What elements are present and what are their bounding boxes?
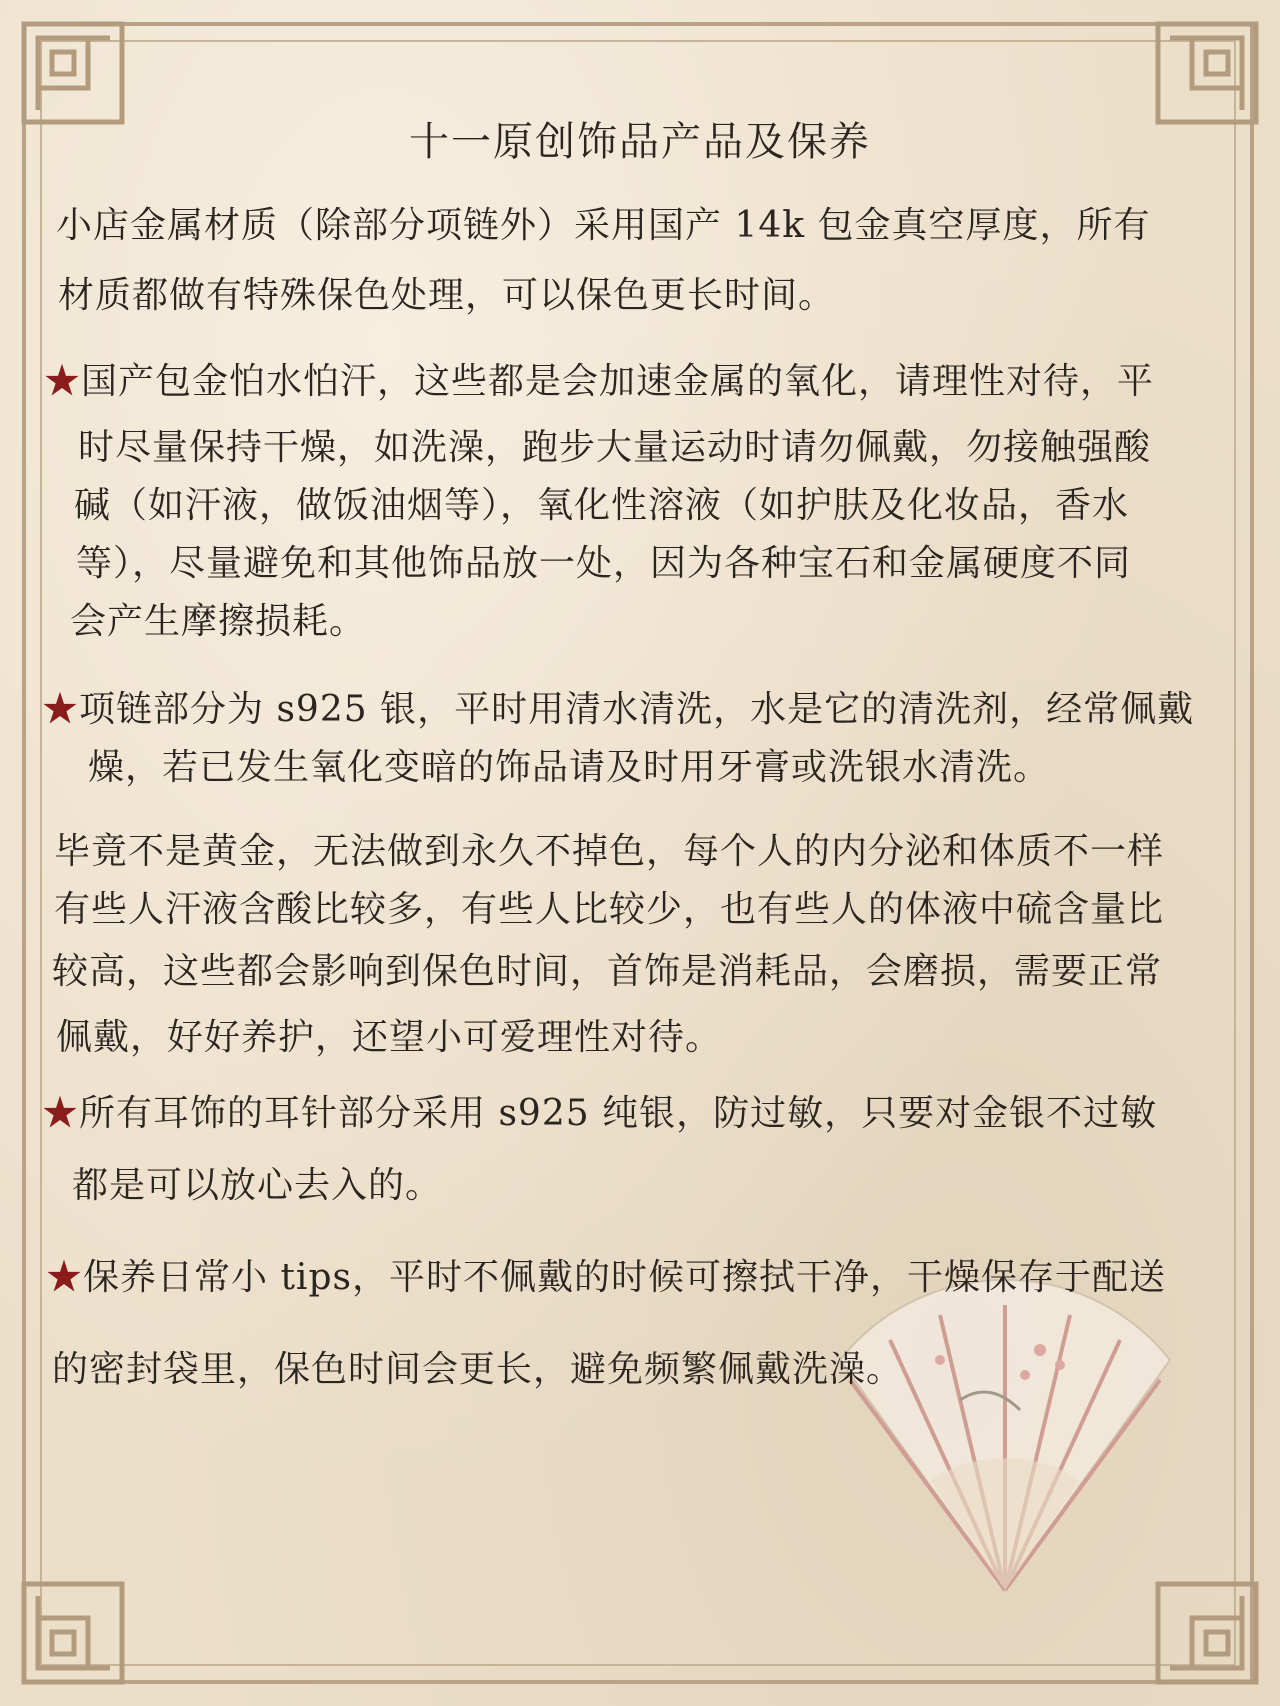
star-bullet-icon: ★ — [42, 689, 80, 730]
section1-line-1: ★国产包金怕水怕汗，这些都是会加速金属的氧化，请理性对待，平 — [44, 361, 1155, 402]
star-bullet-icon: ★ — [46, 1257, 84, 1298]
section1-line-5: 会产生摩擦损耗。 — [70, 601, 367, 642]
section1-line-2: 时尽量保持干燥，如洗澡，跑步大量运动时请勿佩戴，勿接触强酸 — [78, 427, 1152, 468]
section3-line-4: 佩戴，好好养护，还望小可爱理性对待。 — [56, 1017, 723, 1058]
page-title: 十一原创饰品产品及保养 — [409, 119, 871, 165]
section3-line-1: 毕竟不是黄金，无法做到永久不掉色，每个人的内分泌和体质不一样 — [54, 831, 1165, 872]
section1-line-3: 碱（如汗液，做饭油烟等），氧化性溶液（如护肤及化妆品，香水 — [74, 485, 1130, 526]
section2-line-2: 燥，若已发生氧化变暗的饰品请及时用牙膏或洗银水清洗。 — [88, 747, 1051, 788]
section2-line-1: ★项链部分为 s925 银，平时用清水清洗，水是它的清洗剂，经常佩戴 — [42, 689, 1195, 730]
section5-line-1: ★保养日常小 tips，平时不佩戴的时候可擦拭干净，干燥保存于配送 — [46, 1257, 1166, 1298]
intro-line-2: 材质都做有特殊保色处理，可以保色更长时间。 — [58, 275, 836, 316]
section4-line-2: 都是可以放心去入的。 — [72, 1165, 443, 1206]
section3-line-3: 较高，这些都会影响到保色时间，首饰是消耗品，会磨损，需要正常 — [52, 951, 1163, 992]
section5-line-2: 的密封袋里，保色时间会更长，避免频繁佩戴洗澡。 — [52, 1349, 904, 1390]
section4-line-1: ★所有耳饰的耳针部分采用 s925 纯银，防过敏，只要对金银不过敏 — [42, 1093, 1158, 1134]
intro-line-1: 小店金属材质（除部分项链外）采用国产 14k 包金真空厚度，所有 — [56, 205, 1151, 246]
star-bullet-icon: ★ — [42, 1093, 80, 1134]
star-bullet-icon: ★ — [44, 361, 82, 402]
section1-line-4: 等），尽量避免和其他饰品放一处，因为各种宝石和金属硬度不同 — [76, 543, 1132, 584]
section3-line-2: 有些人汗液含酸比较多，有些人比较少，也有些人的体液中硫含量比 — [54, 889, 1165, 930]
